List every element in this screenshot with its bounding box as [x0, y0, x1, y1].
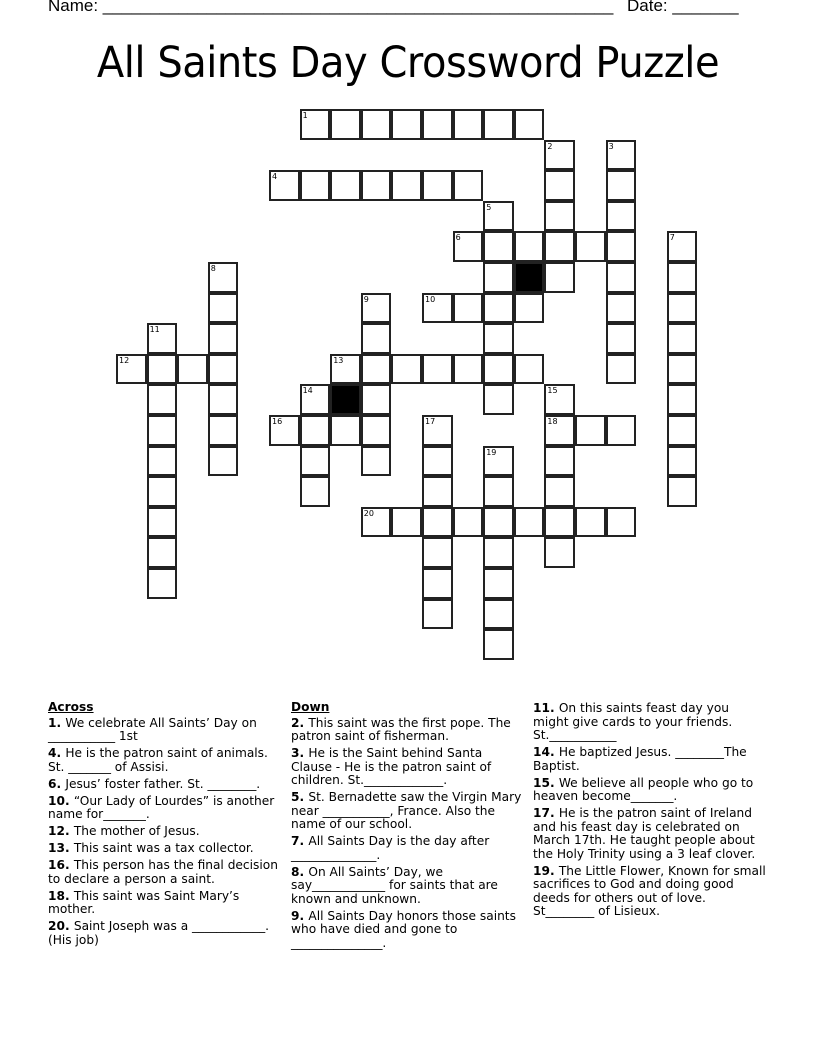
- grid-cell[interactable]: [361, 109, 392, 140]
- grid-cell[interactable]: [422, 568, 453, 599]
- grid-cell[interactable]: [147, 415, 178, 446]
- grid-cell[interactable]: [453, 170, 484, 201]
- grid-cell[interactable]: [300, 446, 331, 477]
- down-clues-continued: [533, 702, 768, 922]
- grid-cell[interactable]: [361, 384, 392, 415]
- grid-cell[interactable]: [300, 384, 331, 415]
- grid-cell[interactable]: [606, 262, 637, 293]
- clue-number: 20: [363, 508, 374, 518]
- clue: [533, 777, 768, 804]
- grid-cell[interactable]: [453, 293, 484, 324]
- grid-cell[interactable]: [483, 446, 514, 477]
- clue-text: All Saints Day is the day after ______________.: [291, 834, 490, 862]
- grid-cell[interactable]: [361, 323, 392, 354]
- clue-number: 8: [210, 264, 216, 273]
- clue-number-label: 15.: [533, 775, 559, 790]
- clue: [48, 842, 283, 856]
- clue: [48, 825, 283, 839]
- grid-cell[interactable]: [422, 354, 453, 385]
- clue: [48, 747, 283, 774]
- grid-cell[interactable]: [208, 262, 239, 293]
- clue-number-label: 14.: [533, 745, 559, 759]
- grid-cell[interactable]: [606, 140, 637, 171]
- grid-cell[interactable]: [422, 599, 453, 630]
- clue-number: 13: [333, 355, 344, 365]
- grid-cell[interactable]: [177, 354, 208, 385]
- grid-cell[interactable]: [147, 354, 178, 385]
- grid-cell[interactable]: [483, 323, 514, 354]
- grid-cell[interactable]: [300, 109, 331, 140]
- clue-number: 17: [425, 417, 436, 426]
- grid-cell[interactable]: [544, 446, 575, 477]
- grid-cell[interactable]: [147, 446, 178, 477]
- clue-number-label: 5.: [291, 790, 309, 804]
- down-heading: Down: [291, 700, 330, 714]
- grid-cell[interactable]: [453, 354, 484, 385]
- across-heading: Across: [48, 700, 94, 714]
- grid-cell[interactable]: [422, 446, 453, 477]
- grid-cell[interactable]: [667, 384, 698, 415]
- grid-cell[interactable]: [544, 170, 575, 201]
- grid-cell[interactable]: [391, 170, 422, 201]
- clue-number: 12: [119, 355, 130, 365]
- grid-cell[interactable]: [575, 231, 606, 262]
- clue-text: He is the Saint behind Santa Clause - He is the patron saint of children. St._____________.: [291, 746, 492, 787]
- grid-cell[interactable]: [330, 415, 361, 446]
- clue-number: 3: [608, 141, 614, 151]
- clue-text: This saint was the first pope. The patron saint of fisherman.: [291, 715, 511, 743]
- clue-text: The mother of Jesus.: [73, 824, 200, 838]
- clue-number-label: 2.: [291, 715, 309, 730]
- clue-number: 18: [547, 417, 558, 426]
- clue: [291, 791, 526, 832]
- grid-cell[interactable]: [483, 537, 514, 568]
- grid-cell[interactable]: [606, 354, 637, 385]
- clue-number: 19: [486, 447, 497, 457]
- grid-cell[interactable]: [361, 293, 392, 324]
- clue: [291, 747, 526, 788]
- grid-cell[interactable]: [514, 293, 545, 324]
- grid-cell[interactable]: [544, 262, 575, 293]
- grid-cell[interactable]: [667, 323, 698, 354]
- grid-cell[interactable]: [361, 354, 392, 385]
- grid-cell[interactable]: [422, 293, 453, 324]
- clue-number-label: 13.: [48, 841, 74, 855]
- grid-cell[interactable]: [483, 599, 514, 630]
- grid-cell[interactable]: [483, 507, 514, 538]
- grid-cell[interactable]: [544, 415, 575, 446]
- grid-cell[interactable]: [544, 201, 575, 232]
- grid-cell[interactable]: [667, 476, 698, 507]
- clue-text: St. Bernadette saw the Virgin Mary near ___________, France. Also the name of our school.: [291, 790, 522, 831]
- clue: [533, 746, 768, 773]
- grid-cell[interactable]: [483, 231, 514, 262]
- grid-cell[interactable]: [269, 170, 300, 201]
- clue-number: 14: [302, 386, 313, 396]
- clue-number: 6: [455, 233, 461, 243]
- grid-cell[interactable]: [453, 231, 484, 262]
- grid-cell[interactable]: [208, 293, 239, 324]
- grid-cell[interactable]: [147, 476, 178, 507]
- grid-cell[interactable]: [606, 323, 637, 354]
- clue: [48, 859, 283, 886]
- clue: [291, 866, 526, 907]
- grid-cell[interactable]: [575, 507, 606, 538]
- clue-number-label: 20.: [48, 919, 74, 933]
- clue: [48, 920, 283, 947]
- grid-cell[interactable]: [667, 446, 698, 477]
- grid-cell[interactable]: [483, 629, 514, 660]
- clue-text: Saint Joseph was a ____________. (His job): [48, 919, 270, 947]
- clue: [291, 910, 526, 951]
- grid-cell[interactable]: [422, 476, 453, 507]
- clue-text: He baptized Jesus. ________The Baptist.: [533, 745, 747, 773]
- clue-number: 2: [547, 141, 553, 151]
- grid-cell[interactable]: [514, 231, 545, 262]
- grid-cell[interactable]: [483, 293, 514, 324]
- grid-cell[interactable]: [544, 476, 575, 507]
- grid-cell[interactable]: [483, 262, 514, 293]
- black-cell: [330, 384, 361, 415]
- clue-number: 4: [272, 172, 278, 182]
- grid-cell[interactable]: [606, 231, 637, 262]
- grid-cell[interactable]: [544, 507, 575, 538]
- clue-number: 10: [425, 294, 436, 304]
- clue-number-label: 17.: [533, 806, 559, 820]
- grid-cell[interactable]: [544, 231, 575, 262]
- clue-number-label: 6.: [48, 776, 66, 791]
- grid-cell[interactable]: [483, 476, 514, 507]
- across-clues: [48, 701, 283, 951]
- clue-text: All Saints Day honors those saints who have died and gone to _______________.: [291, 908, 516, 950]
- clue-number: 15: [547, 386, 558, 396]
- clue: [533, 807, 768, 861]
- grid-cell[interactable]: [422, 537, 453, 568]
- clue-text: He is the patron saint of animals. St. _______ of Assisi.: [48, 746, 268, 774]
- grid-cell[interactable]: [483, 354, 514, 385]
- grid-cell[interactable]: [606, 201, 637, 232]
- grid-cell[interactable]: [300, 476, 331, 507]
- grid-cell[interactable]: [269, 415, 300, 446]
- clue-text: The Little Flower, Known for small sacrifices to God and doing good deeds for others out of love. St________ of Lisieux.: [533, 863, 766, 918]
- clue: [291, 717, 526, 744]
- clue-text: This saint was a tax collector.: [73, 841, 254, 855]
- black-cell: [514, 262, 545, 293]
- clue-number-label: 7.: [291, 834, 309, 848]
- clue: [291, 835, 526, 862]
- grid-cell[interactable]: [147, 323, 178, 354]
- grid-cell[interactable]: [361, 170, 392, 201]
- clue-number-label: 4.: [48, 746, 66, 760]
- page-title: All Saints Day Crossword Puzzle: [96, 38, 720, 88]
- date-field[interactable]: Date: _______: [627, 0, 739, 15]
- grid-cell[interactable]: [422, 170, 453, 201]
- grid-cell[interactable]: [667, 415, 698, 446]
- grid-cell[interactable]: [361, 446, 392, 477]
- clue-number: 5: [486, 202, 492, 212]
- grid-cell[interactable]: [391, 507, 422, 538]
- grid-cell[interactable]: [453, 109, 484, 140]
- grid-cell[interactable]: [361, 415, 392, 446]
- grid-cell[interactable]: [514, 507, 545, 538]
- clue: [48, 717, 283, 744]
- grid-cell[interactable]: [667, 231, 698, 262]
- clue-number-label: 12.: [48, 824, 74, 838]
- grid-cell[interactable]: [147, 384, 178, 415]
- grid-cell[interactable]: [544, 384, 575, 415]
- grid-cell[interactable]: [300, 415, 331, 446]
- clue-number: 7: [669, 233, 675, 243]
- clue: [48, 890, 283, 917]
- down-clues: [291, 701, 526, 954]
- grid-cell[interactable]: [514, 109, 545, 140]
- grid-cell[interactable]: [544, 140, 575, 171]
- grid-cell[interactable]: [422, 415, 453, 446]
- grid-cell[interactable]: [667, 262, 698, 293]
- grid-cell[interactable]: [483, 201, 514, 232]
- grid-cell[interactable]: [208, 415, 239, 446]
- grid-cell[interactable]: [330, 170, 361, 201]
- clue-number: 1: [302, 111, 308, 120]
- grid-cell[interactable]: [208, 446, 239, 477]
- clue: [48, 795, 283, 822]
- grid-cell[interactable]: [330, 109, 361, 140]
- grid-cell[interactable]: [606, 507, 637, 538]
- clue-number-label: 16.: [48, 858, 74, 872]
- name-field[interactable]: Name: ______________________________________________________: [48, 0, 614, 15]
- grid-cell[interactable]: [330, 354, 361, 385]
- clue-text: On All Saints’ Day, we say____________ for saints that are known and unknown.: [291, 864, 498, 906]
- clue-text: This saint was Saint Mary’s mother.: [48, 888, 240, 916]
- grid-cell[interactable]: [606, 170, 637, 201]
- clue-text: “Our Lady of Lourdes” is another name for_______.: [48, 793, 275, 821]
- clue-number: 11: [149, 325, 160, 335]
- grid-cell[interactable]: [116, 354, 147, 385]
- grid-cell[interactable]: [544, 537, 575, 568]
- grid-cell[interactable]: [361, 507, 392, 538]
- clue-number-label: 1.: [48, 715, 66, 730]
- grid-cell[interactable]: [391, 354, 422, 385]
- clue-text: Jesus’ foster father. St. ________.: [65, 776, 261, 791]
- grid-cell[interactable]: [147, 507, 178, 538]
- grid-cell[interactable]: [606, 293, 637, 324]
- grid-cell[interactable]: [667, 293, 698, 324]
- clue-number: 9: [363, 294, 369, 304]
- grid-cell[interactable]: [422, 507, 453, 538]
- clue-number-label: 19.: [533, 863, 559, 878]
- clue: [533, 702, 768, 743]
- grid-cell[interactable]: [667, 354, 698, 385]
- clue-number-label: 9.: [291, 908, 309, 923]
- clue-number-label: 18.: [48, 888, 74, 903]
- grid-cell[interactable]: [391, 109, 422, 140]
- clue-text: He is the patron saint of Ireland and his feast day is celebrated on March 17th. He taught people about the Holy Trinity using a 3 leaf clover.: [533, 806, 756, 861]
- grid-cell[interactable]: [606, 415, 637, 446]
- clue-number-label: 8.: [291, 864, 309, 879]
- grid-cell[interactable]: [208, 354, 239, 385]
- clue-number-label: 11.: [533, 701, 559, 715]
- clue-number-label: 10.: [48, 793, 74, 808]
- grid-cell[interactable]: [422, 109, 453, 140]
- grid-cell[interactable]: [514, 354, 545, 385]
- grid-cell[interactable]: [208, 323, 239, 354]
- clue: [48, 778, 283, 792]
- grid-cell[interactable]: [483, 384, 514, 415]
- grid-cell[interactable]: [208, 384, 239, 415]
- clue: [533, 865, 768, 919]
- grid-cell[interactable]: [453, 507, 484, 538]
- clue-text: We celebrate All Saints’ Day on ___________ 1st: [48, 715, 257, 743]
- grid-cell[interactable]: [483, 568, 514, 599]
- grid-cell[interactable]: [147, 568, 178, 599]
- clue-text: On this saints feast day you might give cards to your friends. St.___________: [533, 701, 733, 742]
- clue-text: This person has the final decision to declare a person a saint.: [48, 858, 278, 886]
- clue-text: We believe all people who go to heaven become_______.: [533, 775, 754, 803]
- grid-cell[interactable]: [575, 415, 606, 446]
- grid-cell[interactable]: [483, 109, 514, 140]
- grid-cell[interactable]: [147, 537, 178, 568]
- grid-cell[interactable]: [300, 170, 331, 201]
- clue-number-label: 3.: [291, 746, 309, 760]
- clue-number: 16: [272, 417, 283, 426]
